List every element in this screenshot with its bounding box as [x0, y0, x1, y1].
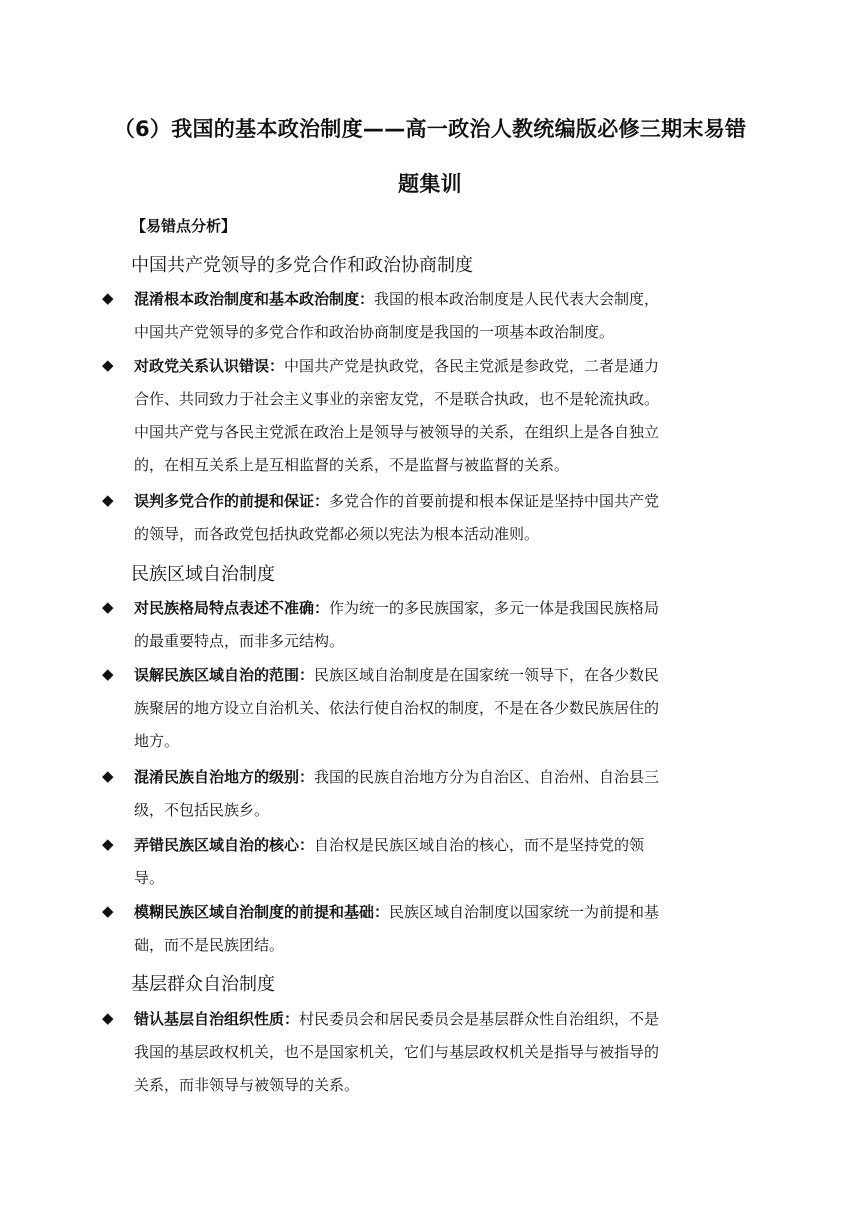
item-line: 的领导，而各政党包括执政党都必须以宪法为根本活动准则。 [134, 525, 540, 543]
diamond-bullet-icon: ◆ [102, 491, 114, 509]
section-heading-grassroots-autonomy: 基层群众自治制度 [131, 974, 275, 995]
item-term: 弄错民族区域自治的核心： [134, 836, 315, 854]
list-item [102, 900, 752, 966]
item-line: 合作、共同致力于社会主义事业的亲密友党，不是联合执政，也不是轮流执政。 [134, 390, 660, 408]
list-item [102, 663, 752, 762]
item-line: 错认基层自治组织性质：村民委员会和居民委员会是基层群众性自治组织，不是 [134, 1010, 660, 1028]
list-item [102, 489, 752, 555]
diamond-bullet-icon: ◆ [102, 1009, 114, 1027]
item-line: 级，不包括民族乡。 [134, 801, 270, 819]
section-heading-multiparty: 中国共产党领导的多党合作和政治协商制度 [131, 255, 473, 276]
list-item [102, 596, 752, 662]
item-line: 族聚居的地方设立自治机关、依法行使自治权的制度，不是在各少数民族居住的 [134, 699, 660, 717]
item-line: 地方。 [134, 732, 180, 750]
item-term: 混淆根本政治制度和基本政治制度： [134, 290, 375, 308]
list-item [102, 1007, 752, 1106]
item-term: 混淆民族自治地方的级别： [134, 768, 315, 786]
item-line: 误判多党合作的前提和保证：多党合作的首要前提和根本保证是坚持中国共产党 [134, 492, 660, 510]
section-heading-ethnic-autonomy: 民族区域自治制度 [131, 564, 275, 585]
analysis-tag: 【易错点分析】 [131, 217, 237, 235]
item-line: 的，在相互关系上是互相监督的关系，不是监督与被监督的关系。 [134, 456, 570, 474]
diamond-bullet-icon: ◆ [102, 356, 114, 374]
diamond-bullet-icon: ◆ [102, 289, 114, 307]
diamond-bullet-icon: ◆ [102, 665, 114, 683]
item-term: 对政党关系认识错误： [134, 357, 285, 375]
diamond-bullet-icon: ◆ [102, 835, 114, 853]
diamond-bullet-icon: ◆ [102, 598, 114, 616]
item-term: 对民族格局特点表述不准确： [134, 599, 330, 617]
document-title-line-1: （6）我国的基本政治制度——高一政治人教统编版必修三期末易错 [113, 117, 747, 141]
item-term: 错认基层自治组织性质： [134, 1010, 300, 1028]
item-line: 础，而不是民族团结。 [134, 936, 285, 954]
item-line: 模糊民族区域自治制度的前提和基础：民族区域自治制度以国家统一为前提和基 [134, 903, 660, 921]
diamond-bullet-icon: ◆ [102, 902, 114, 920]
item-term: 模糊民族区域自治制度的前提和基础： [134, 903, 390, 921]
list-item [102, 833, 752, 899]
item-line: 关系，而非领导与被领导的关系。 [134, 1076, 360, 1094]
item-line: 我国的基层政权机关，也不是国家机关，它们与基层政权机关是指导与被指导的 [134, 1043, 660, 1061]
document-title-line-2: 题集训 [398, 172, 462, 196]
item-line: 的最重要特点，而非多元结构。 [134, 632, 345, 650]
item-line: 对政党关系认识错误：中国共产党是执政党，各民主党派是参政党，二者是通力 [134, 357, 660, 375]
list-item [102, 287, 752, 353]
item-line: 中国共产党与各民主党派在政治上是领导与被领导的关系，在组织上是各自独立 [134, 423, 660, 441]
item-line: 导。 [134, 869, 165, 887]
list-item [102, 354, 752, 486]
item-term: 误判多党合作的前提和保证： [134, 492, 330, 510]
item-line: 弄错民族区域自治的核心：自治权是民族区域自治的核心，而不是坚持党的领 [134, 836, 645, 854]
item-line: 对民族格局特点表述不准确：作为统一的多民族国家，多元一体是我国民族格局 [134, 599, 660, 617]
item-line: 误解民族区域自治的范围：民族区域自治制度是在国家统一领导下，在各少数民 [134, 666, 660, 684]
item-term: 误解民族区域自治的范围： [134, 666, 315, 684]
diamond-bullet-icon: ◆ [102, 767, 114, 785]
item-line: 中国共产党领导的多党合作和政治协商制度是我国的一项基本政治制度。 [134, 323, 615, 341]
item-line: 混淆民族自治地方的级别：我国的民族自治地方分为自治区、自治州、自治县三 [134, 768, 660, 786]
list-item [102, 765, 752, 831]
item-line: 混淆根本政治制度和基本政治制度：我国的根本政治制度是人民代表大会制度， [134, 290, 660, 308]
